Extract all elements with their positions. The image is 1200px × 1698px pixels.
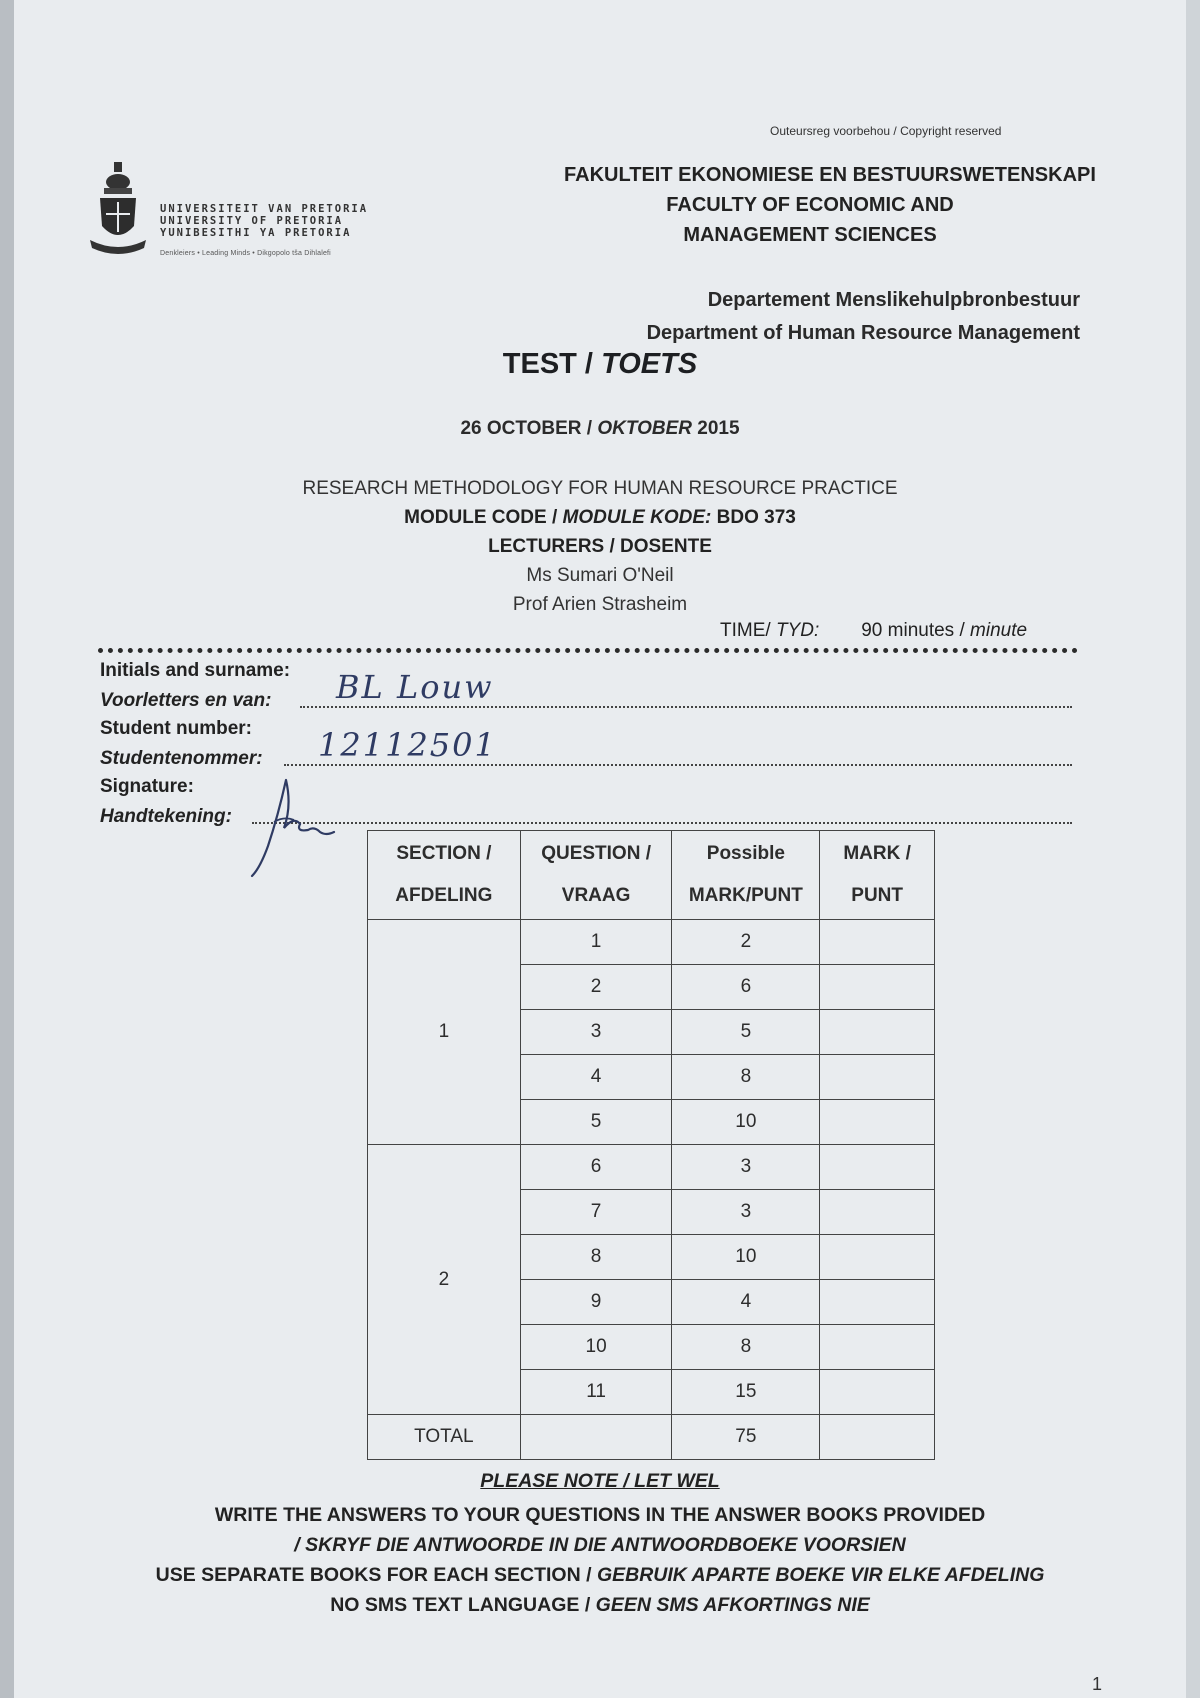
faculty-name-en-1: FACULTY OF ECONOMIC AND <box>666 194 954 216</box>
university-crest-logo <box>88 162 148 258</box>
question-cell: 2 <box>520 965 672 1010</box>
question-cell: 11 <box>520 1370 672 1415</box>
possible-mark-cell: 15 <box>672 1370 820 1415</box>
university-motto: Denkleiers • Leading Minds • Dikgopolo tša Dihlalefi <box>160 250 331 257</box>
lecturer-1: Ms Sumari O'Neil <box>526 565 674 586</box>
mark-cell[interactable] <box>820 1100 935 1145</box>
notes-title: PLEASE NOTE / LET WEL <box>480 1470 720 1492</box>
module-code-label-af: MODULE KODE: <box>562 507 712 528</box>
possible-mark-cell: 8 <box>672 1325 820 1370</box>
possible-mark-cell: 3 <box>672 1145 820 1190</box>
signature-label-af <box>100 806 232 828</box>
time-label-en: TIME/ <box>720 620 776 641</box>
mark-cell[interactable] <box>820 1055 935 1100</box>
note-line-1: WRITE THE ANSWERS TO YOUR QUESTIONS IN THE ANSWER BOOKS PROVIDED <box>214 1504 986 1526</box>
note-line-4 <box>0 1590 1200 1620</box>
university-name-zu: YUNIBESITHI YA PRETORIA <box>160 227 352 239</box>
total-mark-cell[interactable] <box>820 1415 935 1460</box>
header-question <box>520 831 672 920</box>
question-cell: 10 <box>520 1325 672 1370</box>
header-possible-en: Possible <box>706 843 785 864</box>
mark-cell[interactable] <box>820 920 935 965</box>
possible-mark-cell: 5 <box>672 1010 820 1055</box>
total-question-cell <box>520 1415 672 1460</box>
student-number-field-line <box>284 764 1072 766</box>
faculty-name-en-2: MANAGEMENT SCIENCES <box>683 224 937 246</box>
module-code-label-en: MODULE CODE / <box>404 507 563 528</box>
table-total-row <box>368 1415 935 1460</box>
possible-mark-cell: 8 <box>672 1055 820 1100</box>
module-code: BDO 373 <box>711 507 796 528</box>
note-line-4-af: GEEN SMS AFKORTINGS NIE <box>595 1594 870 1616</box>
mark-cell[interactable] <box>820 965 935 1010</box>
notes-block <box>0 1500 1200 1620</box>
note-line-2 <box>0 1530 1200 1560</box>
name-label-en: Initials and surname: <box>100 660 291 681</box>
possible-mark-cell: 2 <box>672 920 820 965</box>
possible-mark-cell: 6 <box>672 965 820 1010</box>
time-line <box>720 620 1027 642</box>
question-cell: 3 <box>520 1010 672 1055</box>
department-name-af: Departement Menslikehulpbronbestuur <box>707 289 1080 311</box>
table-header-row <box>368 831 935 920</box>
university-names <box>160 203 368 239</box>
marks-table <box>367 830 935 1460</box>
header-section-en: SECTION / <box>396 843 492 864</box>
header-question-af: VRAAG <box>561 885 631 906</box>
header-section-af: AFDELING <box>395 885 493 906</box>
test-title <box>0 348 1200 381</box>
possible-mark-cell: 4 <box>672 1280 820 1325</box>
date-prefix: 26 OCTOBER / <box>460 418 598 439</box>
header-mark <box>820 831 935 920</box>
time-value-af: minute <box>970 620 1028 641</box>
date-year: 2015 <box>692 418 740 439</box>
time-value: 90 minutes / <box>861 620 971 641</box>
module-code-line <box>0 503 1200 532</box>
student-number-field-value[interactable]: 12112501 <box>318 726 497 764</box>
name-field-value[interactable]: BL Louw <box>336 668 494 706</box>
department-heading <box>647 284 1080 350</box>
question-cell: 6 <box>520 1145 672 1190</box>
mark-cell[interactable] <box>820 1370 935 1415</box>
faculty-name-af: FAKULTEIT EKONOMIESE EN BESTUURSWETENSKAPI <box>564 164 1096 186</box>
header-possible-af: MARK/PUNT <box>688 885 803 906</box>
mark-cell[interactable] <box>820 1325 935 1370</box>
lecturer-2: Prof Arien Strasheim <box>512 594 688 615</box>
name-field-line <box>300 706 1072 708</box>
student-number-label-af-text: Studentenommer: <box>100 748 263 769</box>
section-cell: 1 <box>368 920 521 1145</box>
possible-mark-cell: 3 <box>672 1190 820 1235</box>
question-cell: 5 <box>520 1100 672 1145</box>
copyright-notice: Outeursreg voorbehou / Copyright reserved <box>770 124 1002 138</box>
university-name-af: UNIVERSITEIT VAN PRETORIA <box>160 203 369 215</box>
table-row <box>368 920 935 965</box>
student-number-label-en: Student number: <box>100 718 252 739</box>
note-line-3 <box>0 1560 1200 1590</box>
header-question-en: QUESTION / <box>541 843 651 864</box>
note-line-3-af: GEBRUIK APARTE BOEKE VIR ELKE AFDELING <box>596 1564 1045 1586</box>
test-title-af: TOETS <box>601 348 698 380</box>
note-line-2-text: / SKRYF DIE ANTWOORDE IN DIE ANTWOORDBOEKE VOORSIEN <box>294 1534 906 1556</box>
scan-edge-shadow <box>0 0 14 1698</box>
table-row <box>368 1145 935 1190</box>
question-cell: 4 <box>520 1055 672 1100</box>
possible-mark-cell: 10 <box>672 1100 820 1145</box>
question-cell: 7 <box>520 1190 672 1235</box>
possible-mark-cell: 10 <box>672 1235 820 1280</box>
question-cell: 1 <box>520 920 672 965</box>
module-info <box>0 474 1200 619</box>
university-name-en: UNIVERSITY OF PRETORIA <box>160 215 344 227</box>
mark-cell[interactable] <box>820 1190 935 1235</box>
mark-cell[interactable] <box>820 1145 935 1190</box>
question-cell: 8 <box>520 1235 672 1280</box>
signature-label-en: Signature: <box>100 776 194 797</box>
mark-cell[interactable] <box>820 1010 935 1055</box>
signature-field-line <box>252 822 1072 824</box>
test-title-en: TEST / <box>502 348 602 380</box>
signature-label-af-text: Handtekening: <box>100 806 232 827</box>
section-divider <box>98 648 1078 653</box>
date-month-af: OKTOBER <box>597 418 693 439</box>
header-section <box>368 831 521 920</box>
handwritten-signature[interactable] <box>248 776 338 880</box>
name-label-af-text: Voorletters en van: <box>100 690 272 711</box>
note-line-3-en: USE SEPARATE BOOKS FOR EACH SECTION / <box>155 1564 597 1586</box>
student-number-label-af <box>100 748 263 770</box>
note-line-4-en: NO SMS TEXT LANGUAGE / <box>330 1594 596 1616</box>
mark-cell[interactable] <box>820 1280 935 1325</box>
page-number: 1 <box>1092 1674 1103 1694</box>
header-mark-en: MARK / <box>843 843 911 864</box>
faculty-heading <box>520 160 1100 250</box>
lecturers-label: LECTURERS / DOSENTE <box>488 536 712 557</box>
header-mark-af: PUNT <box>851 885 903 906</box>
module-name: RESEARCH METHODOLOGY FOR HUMAN RESOURCE PRACTICE <box>302 478 898 499</box>
name-label-af <box>100 690 271 712</box>
mark-cell[interactable] <box>820 1235 935 1280</box>
section-cell: 2 <box>368 1145 521 1415</box>
time-label-af: TYD: <box>775 620 820 641</box>
department-name-en: Department of Human Resource Management <box>646 322 1080 344</box>
total-possible-cell: 75 <box>672 1415 820 1460</box>
test-date <box>0 418 1200 440</box>
total-label: TOTAL <box>368 1415 521 1460</box>
header-possible <box>672 831 820 920</box>
question-cell: 9 <box>520 1280 672 1325</box>
